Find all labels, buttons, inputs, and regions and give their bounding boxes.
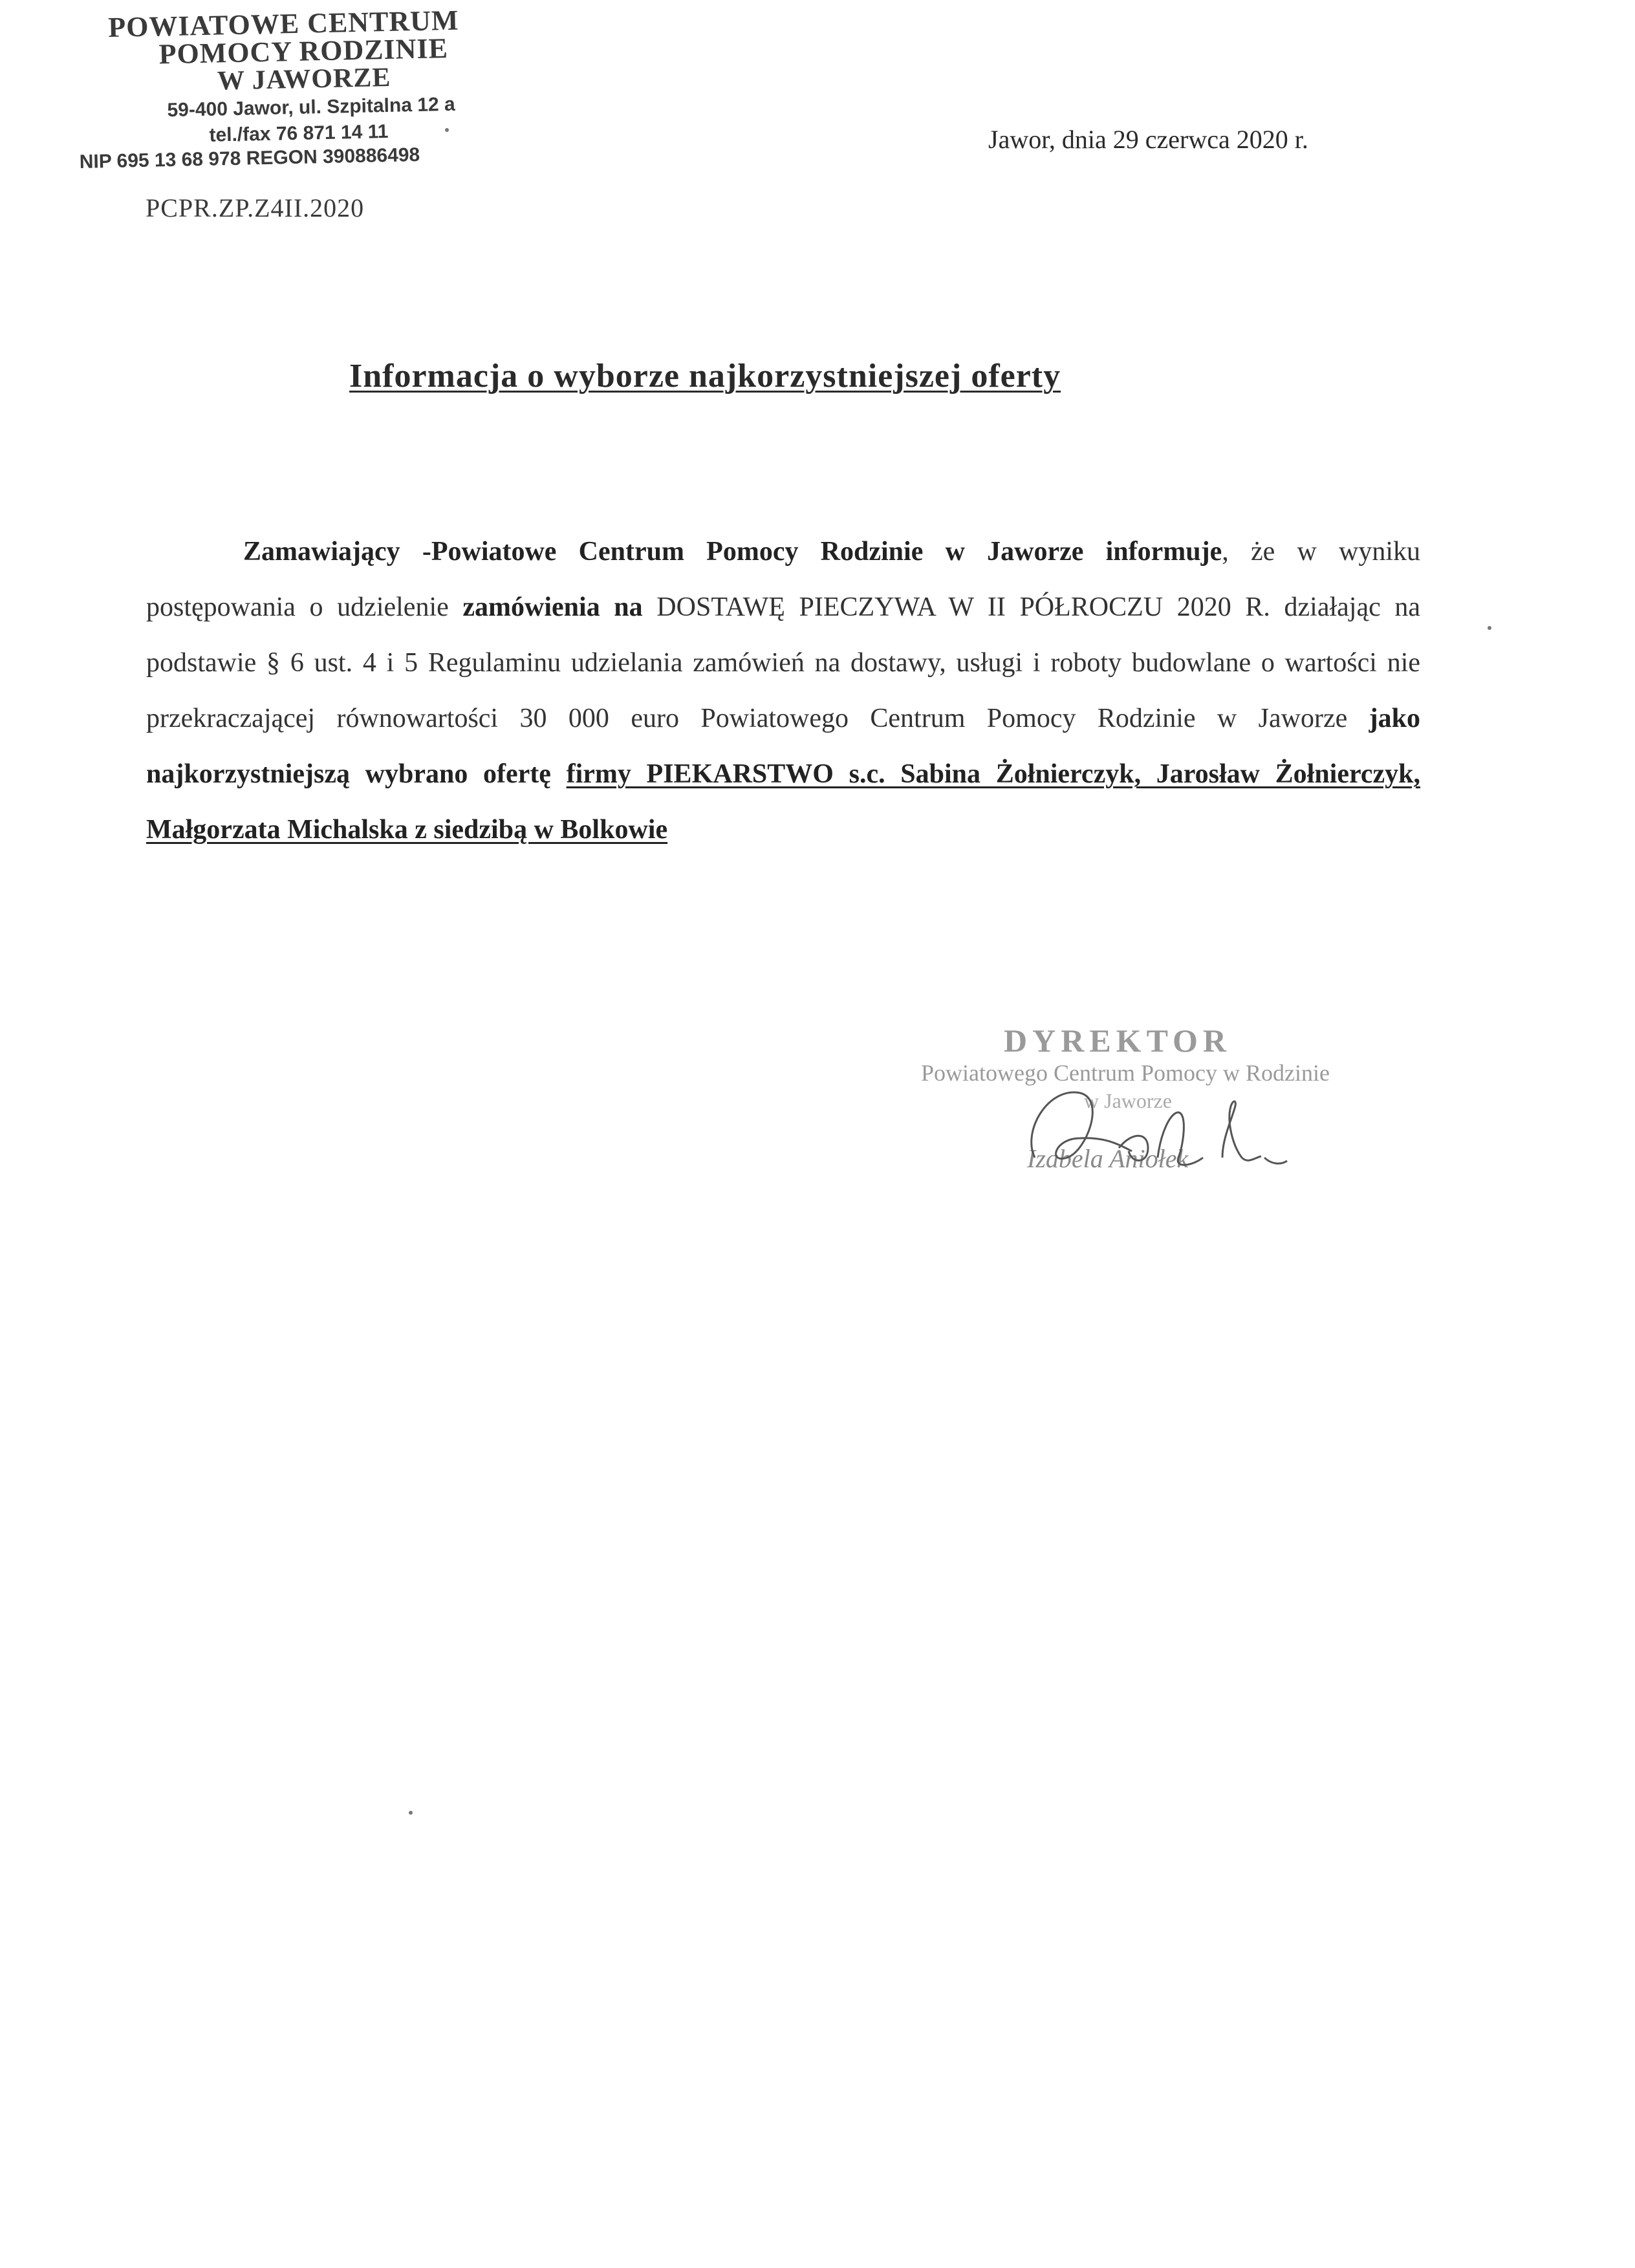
signature-title: DYREKTOR	[1004, 1022, 1232, 1059]
stamp-line-name2: POMOCY RODZINIE	[158, 32, 449, 70]
body-winner: firmy PIEKARSTWO s.c. Sabina Żołnierczyk, Jarosław Żołnierczyk, Małgorzata Michalska z siedzibą w Bolkowie	[146, 759, 1421, 845]
scan-speck	[409, 1811, 413, 1815]
body-order-subject: DOSTAWĘ PIECZYWA W II PÓŁROCZU 2020 R.	[642, 592, 1270, 622]
stamp-line-name1: POWIATOWE CENTRUM	[107, 4, 459, 43]
handwritten-signature	[1009, 1061, 1319, 1190]
stamp-line-phone: tel./fax 76 871 14 11	[209, 120, 389, 146]
body-selection: jako najkorzystniejszą wybrano ofertę	[146, 704, 1420, 789]
document-date: Jawor, dnia 29 czerwca 2020 r.	[988, 125, 1308, 154]
stamp-line-address: 59-400 Jawor, ul. Szpitalna 12 a	[167, 93, 455, 122]
document-title: Informacja o wyborze najkorzystniejszej oferty	[349, 358, 1061, 394]
institution-stamp	[76, 6, 493, 175]
body-text-2: działając na podstawie § 6 ust. 4 i 5 Regulaminu udzielania zamówień na dostawy, usługi i roboty budowlane o wartości nie przekraczającej równowartości 30 000 euro Powiatowego Centrum Pomocy Rodzinie w Jaworze	[146, 592, 1421, 733]
scan-speck	[1488, 626, 1491, 630]
body-intro: Zamawiający -Powiatowe Centrum Pomocy Rodzinie w Jaworze informuje	[243, 537, 1222, 567]
body-space	[551, 759, 567, 789]
signature-city: w Jaworze	[1084, 1089, 1172, 1112]
body-paragraph	[146, 524, 1420, 858]
signature-name: Izabela Aniołek	[1027, 1144, 1189, 1173]
signature-organization: Powiatowego Centrum Pomocy w Rodzinie	[921, 1060, 1330, 1086]
reference-number: PCPR.ZP.Z4II.2020	[146, 193, 365, 222]
stamp-line-ids: NIP 695 13 68 978 REGON 390886498	[79, 144, 420, 173]
body-order-label: zamówienia na	[462, 592, 643, 622]
stamp-line-city: W JAWORZE	[217, 62, 391, 96]
body-text-1: , że w wyniku postępowania o udzielenie	[146, 537, 1421, 622]
scan-speck	[445, 128, 449, 132]
